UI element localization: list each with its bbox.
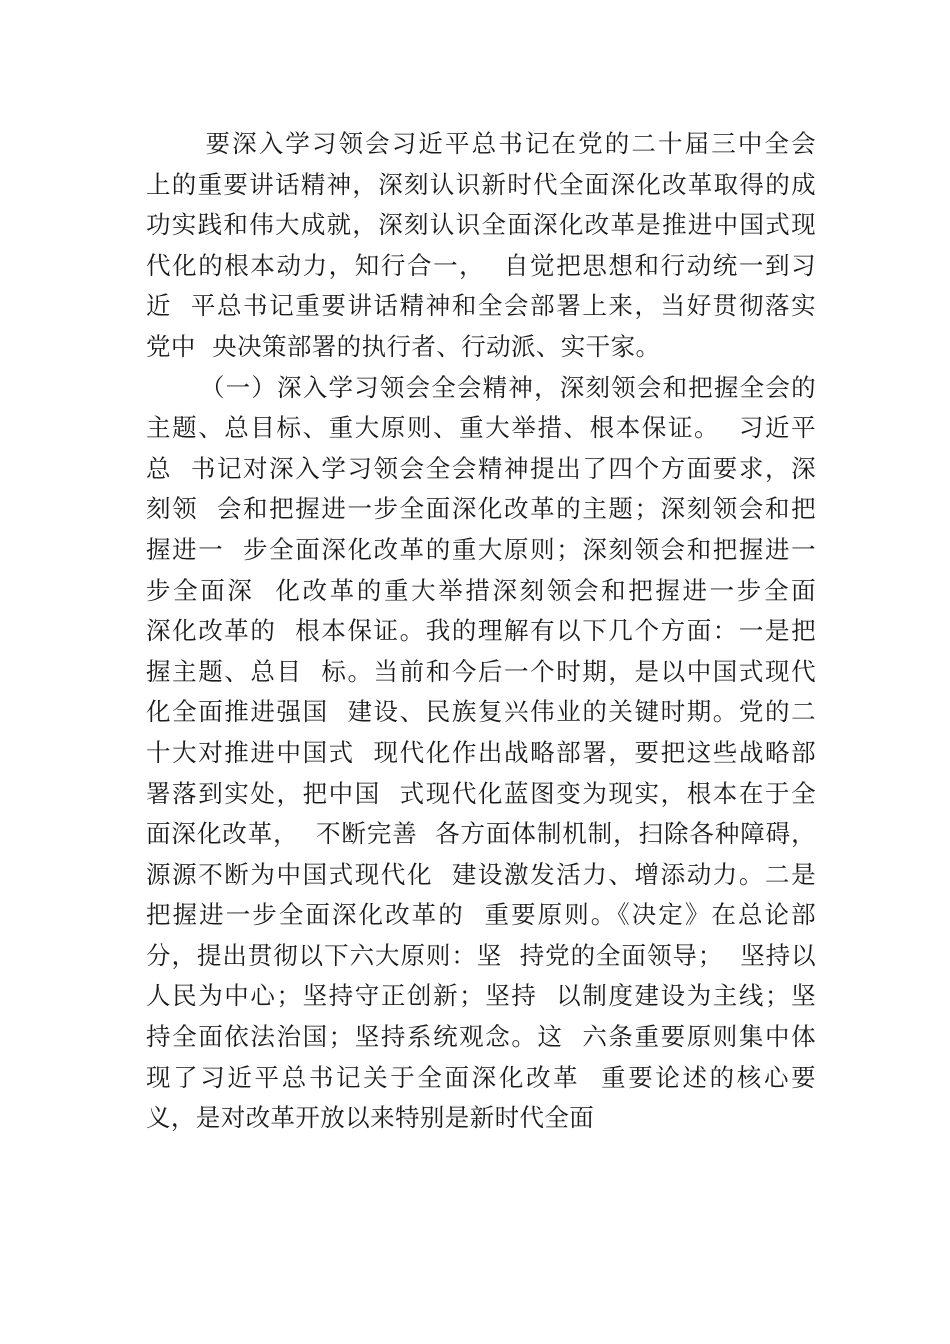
paragraph-2 [146,368,816,1139]
text-line: 握主题、总目 标。当前和今后一个时期，是以中国式现代 [146,656,816,686]
text-line: 分，提出贯彻以下六大原则：坚 持党的全面领导； 坚持以 [146,940,816,970]
text-line: 要深入学习领会习近平总书记在党的二十届三中全会 [146,129,816,158]
text-line: 深化改革的 根本保证。我的理解有以下几个方面：一是把 [146,616,816,646]
text-line: 握进一 步全面深化改革的重大原则；深刻领会和把握进一 [146,534,816,564]
text-line: 刻领 会和把握进一步全面深化改革的主题；深刻领会和把 [146,494,816,524]
paragraph-1 [146,124,816,368]
text-line: 上的重要讲话精神，深刻认识新时代全面深化改革取得的成 [146,169,816,199]
text-line: 代化的根本动力，知行合一， 自觉把思想和行动统一到习 [146,250,816,280]
text-line: 十大对推进中国式 现代化作出战略部署，要把这些战略部 [146,737,816,767]
text-line: 义，是对改革开放以来特别是新时代全面 [146,1103,595,1133]
text-line: 现了习近平总书记关于全面深化改革 重要论述的核心要 [146,1062,816,1092]
text-line: 总 书记对深入学习领会全会精神提出了四个方面要求，深 [146,453,816,483]
text-line: 化全面推进强国 建设、民族复兴伟业的关键时期。党的二 [146,697,816,727]
text-line: 党中 央决策部署的执行者、行动派、实干家。 [146,331,661,361]
text-line: 近 平总书记重要讲话精神和全会部署上来，当好贯彻落实 [146,291,816,321]
text-line: 持全面依法治国；坚持系统观念。这 六条重要原则集中体 [146,1022,816,1052]
text-line: 步全面深 化改革的重大举措深刻领会和把握进一步全面 [146,575,816,605]
text-line: 人民为中心；坚持守正创新；坚持 以制度建设为主线；坚 [146,981,816,1011]
text-line: 面深化改革， 不断完善 各方面体制机制，扫除各种障碍， [146,819,816,849]
text-line: 功实践和伟大成就，深刻认识全面深化改革是推进中国式现 [146,210,816,240]
text-line: （一）深入学习领会全会精神，深刻领会和把握全会的 [146,372,816,402]
body-text [146,124,816,1139]
text-line: 署落到实处，把中国 式现代化蓝图变为现实，根本在于全 [146,778,816,808]
text-line: 主题、总目标、重大原则、重大举措、根本保证。 习近平 [146,413,816,443]
text-line: 源源不断为中国式现代化 建设激发活力、增添动力。二是 [146,859,816,889]
text-line: 把握进一步全面深化改革的 重要原则。《决定》在总论部 [146,900,816,930]
